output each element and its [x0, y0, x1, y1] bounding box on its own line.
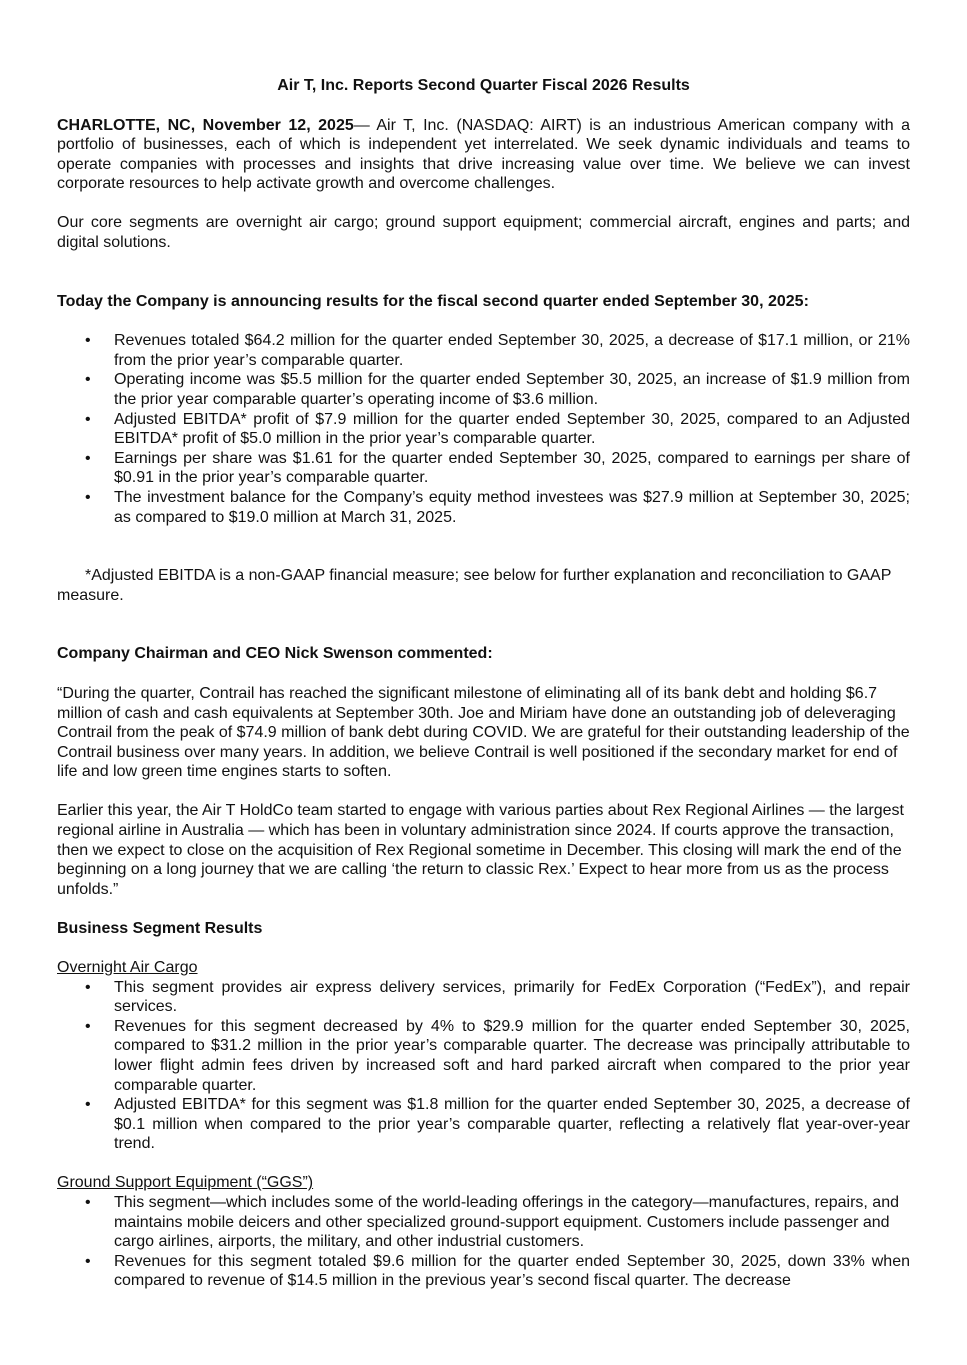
- highlights-list: [57, 331, 910, 527]
- ceo-quote-paragraph: “During the quarter, Contrail has reached the significant milestone of eliminating all of its bank debt and holding $6.7 million of cash and cash equivalents at September 30th. Joe and Miriam have done an outstanding job of deleveraging Contrail from the peak of $74.9 million of bank debt during COVID. We are grateful for their outstanding leadership of the Contrail business over many years. In addition, we believe Contrail is well positioned if the secondary market for end of life and low green time engines starts to soften.: [57, 684, 910, 781]
- announce-heading: Today the Company is announcing results for the fiscal second quarter ended September 30, 2025:: [57, 292, 809, 310]
- list-item: [57, 1252, 910, 1291]
- list-item: [57, 410, 910, 449]
- bullet-icon: •: [85, 449, 91, 467]
- list-item: [57, 1095, 910, 1154]
- ceo-heading: Company Chairman and CEO Nick Swenson commented:: [57, 645, 493, 663]
- list-item: [57, 449, 910, 488]
- dateline: CHARLOTTE, NC, November 12, 2025: [57, 116, 354, 134]
- list-item-text: Revenues totaled $64.2 million for the quarter ended September 30, 2025, a decrease of $17.1 million, or 21% from the prior year’s comparable quarter.: [114, 332, 910, 369]
- bullet-icon: •: [85, 1017, 91, 1035]
- overnight-list: [57, 978, 910, 1154]
- list-item: [57, 488, 910, 527]
- list-item: [57, 331, 910, 370]
- list-item: [57, 1017, 910, 1095]
- press-release-page: [57, 72, 910, 1291]
- bullet-icon: •: [85, 489, 91, 506]
- list-item-text: Revenues for this segment totaled $9.6 million for the quarter ended September 30, 2025, down 33% when compared to revenue of $14.5 million in the previous year’s second fiscal quarter. The decrease: [114, 1252, 910, 1290]
- bullet-icon: •: [85, 978, 91, 996]
- list-item-text: Earnings per share was $1.61 for the quarter ended September 30, 2025, compared to earnings per share of $0.91 in the prior year’s comparable quarter.: [114, 449, 910, 487]
- list-item: [57, 978, 910, 1017]
- bullet-icon: •: [85, 332, 91, 350]
- segment-results-heading: Business Segment Results: [57, 919, 263, 937]
- bullet-icon: •: [85, 1096, 91, 1114]
- ggs-list: [57, 1193, 910, 1291]
- list-item-text: This segment provides air express delivery services, primarily for FedEx Corporation (“FedEx”), and repair services.: [114, 978, 910, 1016]
- intro-text: — Air T, Inc. (NASDAQ: AIRT) is an industrious American company with a portfolio of businesses, each of which is independent yet interrelated. We seek dynamic individuals and teams to operate companies with processes and insights that drive increasing value over time. We believe we can invest corporate resources to help activate growth and overcome challenges.: [57, 116, 910, 193]
- list-item-text: Operating income was $5.5 million for the quarter ended September 30, 2025, an increase of $1.9 million from the prior year comparable quarter’s operating income of $3.6 million.: [114, 371, 910, 409]
- bullet-icon: •: [85, 410, 91, 428]
- intro-paragraph: [57, 116, 910, 194]
- list-item-text: Revenues for this segment decreased by 4% to $29.9 million for the quarter ended September 30, 2025, compared to $31.2 million in the prior year’s comparable quarter. The decrease was principally attributable to lower flight admin fees driven by increased soft and hard parked aircraft when compared to the prior year comparable quarter.: [114, 1017, 910, 1094]
- page-title: Air T, Inc. Reports Second Quarter Fiscal 2026 Results: [277, 77, 690, 94]
- overnight-heading: Overnight Air Cargo: [57, 959, 198, 976]
- list-item-text: Adjusted EBITDA* profit of $7.9 million for the quarter ended September 30, 2025, compared to an Adjusted EBITDA* profit of $5.0 million in the prior year’s comparable quarter.: [114, 410, 910, 448]
- list-item-text: The investment balance for the Company’s equity method investees was $27.9 million at September 30, 2025; as compared to $19.0 million at March 31, 2025.: [114, 489, 910, 526]
- list-item: [57, 370, 910, 409]
- segments-paragraph: Our core segments are overnight air cargo; ground support equipment; commercial aircraft, engines and parts; and digital solutions.: [57, 214, 910, 252]
- bullet-icon: •: [85, 1252, 91, 1270]
- list-item-text: This segment—which includes some of the world-leading offerings in the category—manufactures, repairs, and maintains mobile deicers and other specialized ground-support equipment. Customers include passenger and cargo airlines, airports, the military, and other industrial customers.: [114, 1194, 899, 1251]
- list-item: [57, 1193, 910, 1252]
- footnote: *Adjusted EBITDA is a non-GAAP financial measure; see below for further explanation and reconciliation to GAAP measure.: [57, 567, 892, 604]
- list-item-text: Adjusted EBITDA* for this segment was $1.8 million for the quarter ended September 30, 2025, a decrease of $0.1 million when compared to the prior year’s comparable quarter, reflecting a relatively flat year-over-year trend.: [114, 1096, 910, 1153]
- ceo-quote-paragraph: Earlier this year, the Air T HoldCo team started to engage with various parties about Rex Regional Airlines — the largest regional airline in Australia — which has been in voluntary administration since 2024. If courts approve the transaction, then we expect to close on the acquisition of Rex Regional sometime in December. This closing will mark the end of the beginning on a long journey that we are calling ‘the return to classic Rex.’ Expect to hear more from us as the process unfolds.”: [57, 802, 904, 898]
- bullet-icon: •: [85, 371, 91, 389]
- ggs-heading: Ground Support Equipment (“GGS”): [57, 1174, 314, 1192]
- bullet-icon: •: [85, 1194, 91, 1212]
